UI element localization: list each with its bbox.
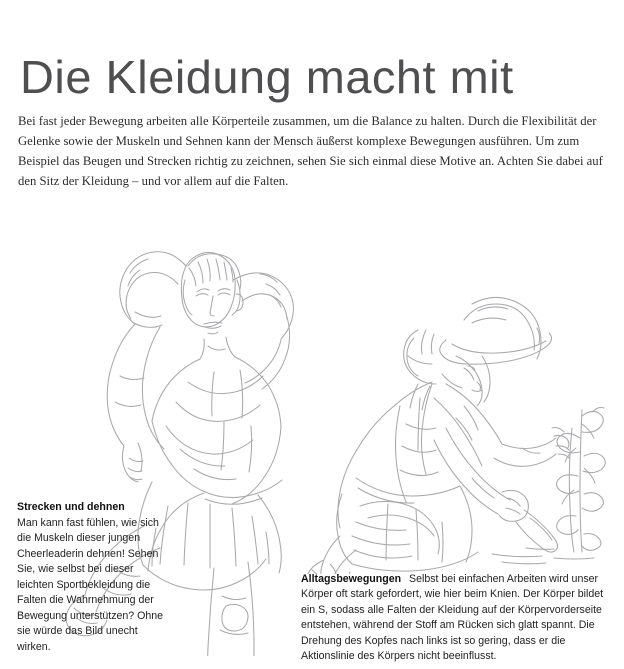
caption-right bbox=[301, 572, 609, 664]
caption-left bbox=[17, 500, 169, 655]
caption-left-body: Man kann fast fühlen, wie sich die Muskeln dieser jungen Cheerleaderin dehnen! Sehen Sie, wie selbst bei dieser leichten Sportbekleidung die Falten die Wahrnehmung der Bewegung unterstützen? Ohne sie würde das Bild unecht wirken. bbox=[17, 516, 164, 653]
page-title: Die Kleidung macht mit bbox=[20, 50, 514, 103]
intro-paragraph: Bei fast jeder Bewegung arbeiten alle Körperteile zusammen, um die Balance zu halten. Durch die Flexibilität der Gelenke sowie der Muskeln und Sehnen kann der Mensch äußerst komplexe Bewegungen ausführen. Um zum Beispiel das Beugen und Strecken richtig zu zeichnen, sehen Sie sich einmal diese Motive an. Achten Sie dabei auf den Sitz der Kleidung – und vor allem auf die Falten. bbox=[18, 113, 603, 189]
caption-right-heading: Alltagsbewegungen bbox=[301, 573, 402, 585]
caption-right-body: Selbst bei einfachen Arbeiten wird unser Körper oft stark gefordert, wie hier beim Knien. Der Körper bildet ein S, sodass alle Falten der Kleidung auf der Körpervorderseite entstehen, während der Stoff am Rücken sich glatt spannt. Die Drehung des Kopfes nach links ist so gering, dass er die Aktionslinie des Körpers nicht beeinflusst. bbox=[301, 573, 604, 663]
caption-left-heading: Strecken und dehnen bbox=[17, 501, 125, 513]
kneeling-gardener-sketch bbox=[296, 278, 622, 574]
